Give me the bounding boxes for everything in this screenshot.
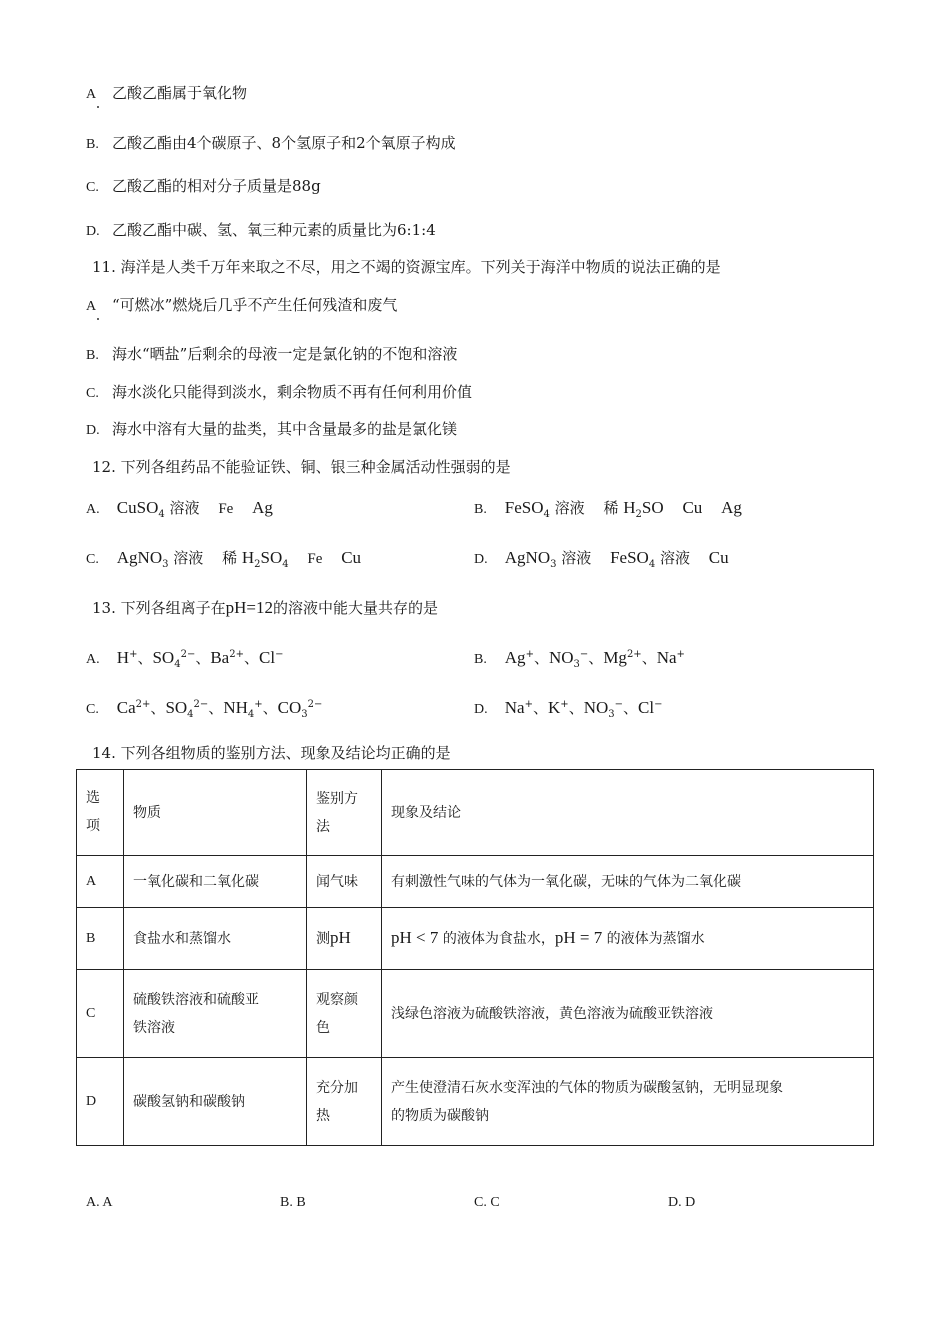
option-label: A. (86, 652, 100, 667)
q14-table (76, 769, 874, 1146)
separator: 、 (533, 699, 549, 717)
separator: 、 (262, 699, 278, 717)
charge: 2+ (229, 649, 244, 660)
method-text: 充分加 (316, 1079, 358, 1096)
method-text: pH (330, 928, 351, 947)
q13-option-b (474, 647, 685, 670)
option-label: C. (86, 552, 99, 567)
row-substance: 食盐水和蒸馏水 (124, 908, 307, 970)
ion: Na (656, 648, 677, 667)
formula: CuSO (116, 498, 159, 517)
header-text: 法 (316, 818, 330, 835)
subscript: 3 (301, 709, 308, 720)
row-method (307, 1058, 382, 1146)
subscript: 2 (254, 559, 261, 570)
ion: K (548, 698, 561, 717)
option-label: B. (474, 652, 487, 667)
ph-expression: pH = 7 (554, 928, 603, 947)
q13-stem (92, 597, 438, 618)
q10-option-a (86, 82, 247, 103)
ion: SO (165, 698, 188, 717)
option-label: D. (474, 552, 488, 567)
charge: 2+ (626, 649, 642, 660)
header-result: 现象及结论 (382, 770, 874, 856)
row-result: 有刺激性气味的气体为一氧化碳，无味的气体为二氧化碳 (382, 856, 874, 908)
charge: + (525, 649, 534, 660)
option-label: D. (86, 224, 100, 239)
charge: + (129, 649, 138, 660)
q11-option-c (86, 381, 472, 402)
ph-value: pH=12 (225, 598, 273, 617)
result-text: 的液体为食盐水， (442, 931, 555, 947)
q11-option-d (86, 418, 457, 439)
separator: 、 (623, 699, 639, 717)
method-text: 测 (316, 931, 330, 947)
charge: 2+ (135, 699, 151, 710)
ion: NO (548, 648, 574, 667)
option-label: A (86, 299, 97, 314)
separator: 、 (208, 699, 224, 717)
metal: Cu (708, 548, 729, 567)
option-label: C. (86, 386, 99, 401)
ion: Cl (638, 698, 655, 717)
result-text: 产生使澄清石灰水变浑浊的气体的物质为碳酸氢钠，无明显现象 (391, 1079, 783, 1096)
formula: FeSO (610, 548, 649, 567)
q13-option-d (474, 697, 663, 720)
header-method (307, 770, 382, 856)
ion: SO (152, 648, 175, 667)
q14-answer-a: A. A (86, 1195, 113, 1210)
ion: CO (277, 698, 302, 717)
option-text: 海水“晒盐”后剩余的母液一定是氯化钠的不饱和溶液 (112, 345, 458, 363)
method-text: 观察颜 (316, 991, 358, 1008)
ion: Cl (259, 648, 276, 667)
q12-stem: 12. 下列各组药品不能验证铁、铜、银三种金属活动性强弱的是 (92, 458, 511, 476)
header-text: 鉴别方 (316, 790, 358, 807)
option-text: 乙酸乙酯的相对分子质量是88g (112, 177, 321, 195)
q11-option-a (86, 294, 397, 315)
q12-option-a (86, 497, 273, 520)
option-label: B. (474, 502, 487, 517)
q10-option-b (86, 132, 456, 153)
subscript: 3 (573, 659, 580, 670)
metal: Fe (218, 501, 234, 517)
word: 溶液 (554, 499, 585, 517)
option-text: “可燃冰”燃烧后几乎不产生任何残渣和废气 (112, 296, 398, 314)
row-substance: 碳酸氢钠和碳酸钠 (124, 1058, 307, 1146)
formula: AgNO (116, 548, 163, 567)
q14-stem: 14. 下列各组物质的鉴别方法、现象及结论均正确的是 (92, 744, 451, 762)
separator: 、 (195, 649, 211, 667)
subscript: 3 (162, 559, 169, 570)
formula: H (623, 498, 636, 517)
header-substance: 物质 (124, 770, 307, 856)
charge: 2− (193, 699, 209, 710)
charge: + (676, 649, 685, 660)
q14-answer-b: B. B (280, 1195, 306, 1210)
charge: 2− (307, 699, 323, 710)
q10-option-c (86, 175, 321, 196)
option-text: 乙酸乙酯中碳、氢、氧三种元素的质量比为6:1:4 (112, 221, 436, 239)
substance-text: 硫酸铁溶液和硫酸亚 (133, 991, 259, 1008)
row-option: A (77, 856, 124, 908)
q10-option-d (86, 219, 436, 240)
word: 稀 (222, 549, 238, 567)
separator: 、 (533, 649, 549, 667)
separator: 、 (150, 699, 166, 717)
table-row (77, 856, 874, 908)
row-substance: 一氧化碳和二氧化碳 (124, 856, 307, 908)
table-row (77, 908, 874, 970)
ion: Mg (603, 648, 627, 667)
row-result (382, 1058, 874, 1146)
word: 溶液 (561, 549, 592, 567)
word: 溶液 (169, 499, 200, 517)
subscript: 3 (608, 709, 615, 720)
ion: H (116, 648, 130, 667)
separator: 、 (588, 649, 604, 667)
subscript: 3 (550, 559, 557, 570)
stem-text: 的溶液中能大量共存的是 (273, 599, 439, 617)
option-label: B. (86, 348, 99, 363)
option-marker (97, 318, 99, 320)
header-text: 选 (86, 790, 100, 806)
method-text: 色 (316, 1019, 330, 1036)
q12-option-d (474, 547, 729, 570)
separator: 、 (568, 699, 584, 717)
option-text: 乙酸乙酯由4个碳原子、8个氢原子和2个氧原子构成 (112, 134, 456, 152)
option-marker (97, 106, 99, 108)
q13-option-a (86, 647, 283, 670)
q13-option-c (86, 697, 322, 720)
formula: FeSO (504, 498, 544, 517)
charge: + (560, 699, 569, 710)
formula: SO (260, 548, 283, 567)
stem-text: 13. 下列各组离子在 (92, 599, 226, 617)
option-label: A. (86, 502, 100, 517)
table-row (77, 970, 874, 1058)
header-option (77, 770, 124, 856)
row-method (307, 970, 382, 1058)
q14-answer-d: D. D (668, 1195, 696, 1210)
q11-stem: 11. 海洋是人类千万年来取之不尽，用之不竭的资源宝库。下列关于海洋中物质的说法正确的是 (92, 258, 721, 276)
formula: SO (641, 498, 664, 517)
ph-expression: pH < 7 (391, 928, 439, 947)
option-label: D. (474, 702, 488, 717)
metal: Ag (721, 498, 742, 517)
ion: Ba (210, 648, 230, 667)
option-text: 海水淡化只能得到淡水，剩余物质不再有任何利用价值 (112, 383, 473, 401)
option-label: C. (86, 702, 99, 717)
option-text: 海水中溶有大量的盐类，其中含量最多的盐是氯化镁 (112, 420, 458, 438)
subscript: 4 (158, 509, 165, 520)
word: 溶液 (173, 549, 204, 567)
substance-text: 铁溶液 (133, 1019, 175, 1036)
row-option: D (77, 1058, 124, 1146)
result-text: 的液体为蒸馏水 (606, 931, 705, 947)
q11-option-b (86, 343, 457, 364)
charge: − (654, 699, 663, 710)
ion: Ag (504, 648, 526, 667)
q12-option-c (86, 547, 361, 570)
subscript: 4 (174, 659, 181, 670)
metal: Cu (682, 498, 703, 517)
header-text: 项 (86, 818, 100, 834)
separator: 、 (137, 649, 153, 667)
charge: − (275, 649, 284, 660)
charge: − (579, 649, 589, 660)
row-method: 闻气味 (307, 856, 382, 908)
ion: NH (223, 698, 248, 717)
option-label: D. (86, 423, 100, 438)
row-result: 浅绿色溶液为硫酸铁溶液，黄色溶液为硫酸亚铁溶液 (382, 970, 874, 1058)
q14-answer-c: C. C (474, 1195, 500, 1210)
ion: Ca (116, 698, 136, 717)
metal: Fe (307, 551, 323, 567)
charge: − (614, 699, 624, 710)
row-substance (124, 970, 307, 1058)
row-result (382, 908, 874, 970)
ion: NO (583, 698, 609, 717)
option-label: A (86, 87, 97, 102)
word: 稀 (603, 499, 619, 517)
charge: + (254, 699, 263, 710)
table-row (77, 1058, 874, 1146)
row-option: C (77, 970, 124, 1058)
row-method (307, 908, 382, 970)
charge: 2− (180, 649, 196, 660)
subscript: 4 (648, 559, 656, 570)
option-label: C. (86, 180, 99, 195)
ion: Na (504, 698, 525, 717)
separator: 、 (243, 649, 259, 667)
option-text: 乙酸乙酯属于氧化物 (112, 84, 248, 102)
subscript: 4 (187, 709, 194, 720)
table-header-row (77, 770, 874, 856)
formula: AgNO (504, 548, 551, 567)
metal: Ag (252, 498, 273, 517)
subscript: 4 (543, 509, 550, 520)
separator: 、 (641, 649, 657, 667)
method-text: 热 (316, 1107, 330, 1124)
row-option: B (77, 908, 124, 970)
charge: + (524, 699, 533, 710)
formula: H (241, 548, 255, 567)
subscript: 4 (247, 709, 255, 720)
result-text: 的物质为碳酸钠 (391, 1107, 489, 1124)
q12-option-b (474, 497, 742, 520)
word: 溶液 (659, 549, 690, 567)
subscript: 2 (635, 509, 642, 520)
option-label: B. (86, 137, 99, 152)
subscript: 4 (282, 559, 289, 570)
metal: Cu (341, 548, 362, 567)
